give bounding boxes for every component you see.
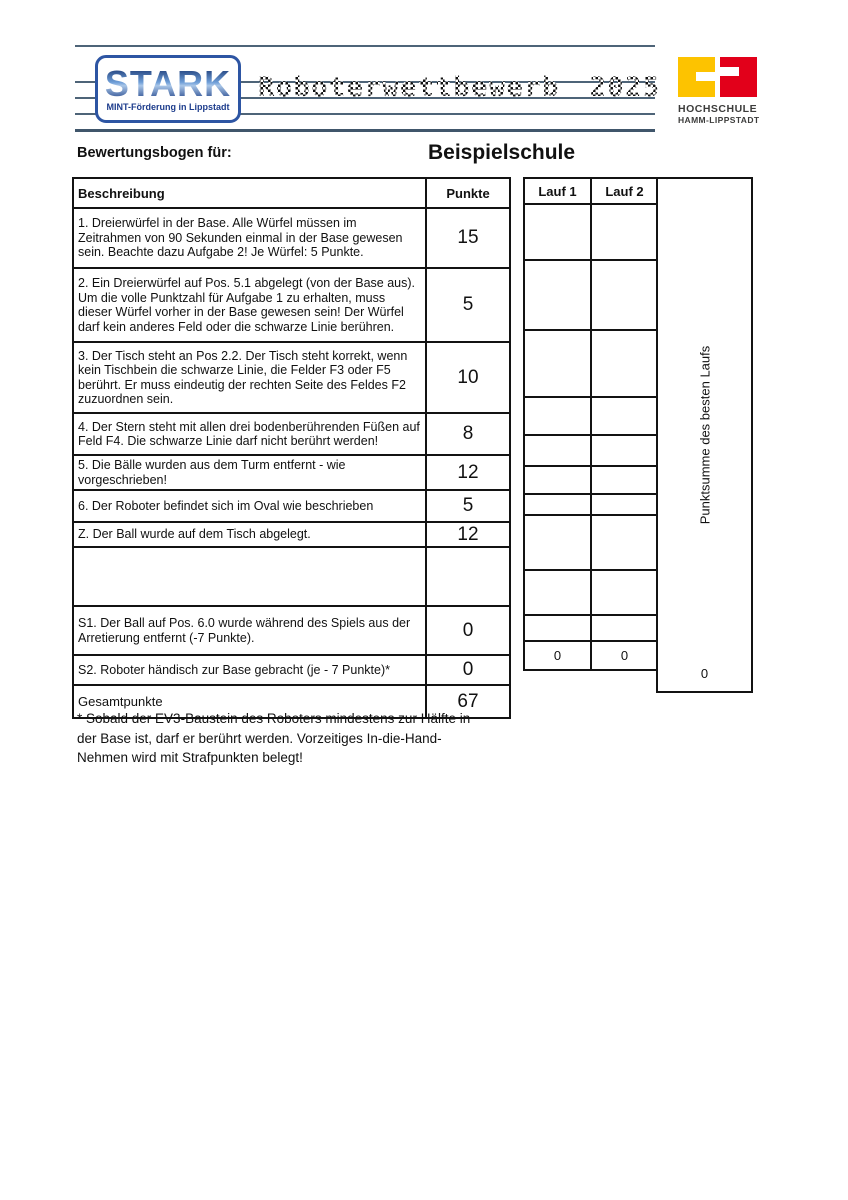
points-cell — [426, 547, 510, 606]
score-table — [72, 177, 511, 719]
run-cell — [524, 570, 591, 615]
description-column-header: Beschreibung — [73, 178, 426, 208]
banner-rule — [75, 45, 655, 47]
hshl-red-square — [720, 57, 757, 97]
description-cell: 2. Ein Dreierwürfel auf Pos. 5.1 abgelegt (von der Base aus). Um die volle Punktzahl für Aufgabe 1 zu erhalten, muss dieser Würfel vorher in der Base gewesen sein! Der Würfel darf kein anderes Feld oder die schwarze Linie berühren. — [73, 268, 426, 342]
description-cell: S1. Der Ball auf Pos. 6.0 wurde während des Spiels aus der Arretierung entfernt (-7 Punkte). — [73, 606, 426, 655]
runs-row — [524, 260, 658, 330]
runs-row — [524, 397, 658, 435]
run-cell — [591, 570, 658, 615]
hshl-name-line2: HAMM-LIPPSTADT — [678, 115, 760, 125]
stark-logo-subtitle: MINT-Förderung in Lippstadt — [106, 101, 230, 112]
run-cell — [591, 466, 658, 494]
runs-table-header-row — [524, 178, 658, 204]
banner-rule — [75, 129, 655, 132]
hshl-yellow-square — [678, 57, 715, 97]
school-name: Beispielschule — [428, 141, 576, 164]
run-cell — [524, 494, 591, 515]
run-cell — [591, 615, 658, 641]
run-cell — [591, 435, 658, 466]
score-table-header-row — [73, 178, 510, 208]
footnote-line: Nehmen wird mit Strafpunkten belegt! — [77, 750, 303, 765]
best-run-label: Punktsumme des besten Laufs — [697, 345, 712, 525]
run2-total-cell: 0 — [591, 641, 658, 670]
hshl-logo — [678, 57, 762, 125]
points-cell: 0 — [426, 606, 510, 655]
table-row — [73, 522, 510, 547]
run-cell — [591, 260, 658, 330]
stark-logo-text: STARK — [104, 62, 232, 104]
run-cell — [524, 515, 591, 570]
points-cell: 0 — [426, 655, 510, 685]
points-cell: 5 — [426, 268, 510, 342]
runs-row — [524, 204, 658, 260]
footnote-line: der Base ist, darf er berührt werden. Vorzeitiges In-die-Hand- — [77, 730, 442, 746]
description-cell: 6. Der Roboter befindet sich im Oval wie beschrieben — [73, 490, 426, 522]
runs-row — [524, 515, 658, 570]
table-row — [73, 413, 510, 455]
runs-table — [523, 177, 659, 671]
run-cell — [591, 397, 658, 435]
runs-total-row — [524, 641, 658, 670]
run-cell — [524, 615, 591, 641]
table-row — [73, 490, 510, 522]
runs-row — [524, 330, 658, 397]
runs-row — [524, 494, 658, 515]
description-cell: Z. Der Ball wurde auf dem Tisch abgelegt. — [73, 522, 426, 547]
total-label-cell: Gesamtpunkte — [73, 685, 426, 718]
runs-row — [524, 435, 658, 466]
run-cell — [524, 435, 591, 466]
description-cell: 3. Der Tisch steht an Pos 2.2. Der Tisch steht korrekt, wenn kein Tischbein die schwarze Linie, die Felder F3 oder F5 berührt. Er muss eindeutig der rechten Seite des Feldes F2 zuzuordnen sein. — [73, 342, 426, 413]
run-cell — [591, 515, 658, 570]
run-cell — [524, 397, 591, 435]
runs-row — [524, 615, 658, 641]
description-cell — [73, 547, 426, 606]
points-cell: 12 — [426, 522, 510, 547]
footnote — [77, 709, 470, 768]
stark-logo — [95, 55, 241, 123]
run1-total-cell: 0 — [524, 641, 591, 670]
description-cell: S2. Roboter händisch zur Base gebracht (je - 7 Punkte)* — [73, 655, 426, 685]
hshl-logo-mark — [678, 57, 762, 98]
hshl-name-line1: HOCHSCHULE — [678, 103, 758, 115]
points-cell: 8 — [426, 413, 510, 455]
run2-column-header: Lauf 2 — [591, 178, 658, 204]
best-run-column — [656, 177, 753, 693]
description-cell: 1. Dreierwürfel in der Base. Alle Würfel müssen im Zeitrahmen von 90 Sekunden einmal in der Base gewesen sein. Beachte dazu Aufgabe 2! Je Würfel: 5 Punkte. — [73, 208, 426, 268]
table-row — [73, 655, 510, 685]
table-row — [73, 268, 510, 342]
run-cell — [591, 204, 658, 260]
table-row — [73, 208, 510, 268]
run-cell — [524, 466, 591, 494]
run1-column-header: Lauf 1 — [524, 178, 591, 204]
points-column-header: Punkte — [426, 178, 510, 208]
table-row-empty — [73, 547, 510, 606]
run-cell — [524, 330, 591, 397]
points-cell: 12 — [426, 455, 510, 490]
description-cell: 5. Die Bälle wurden aus dem Turm entfernt - wie vorgeschrieben! — [73, 455, 426, 490]
run-cell — [591, 330, 658, 397]
competition-title: Roboterwettbewerb 2025 — [258, 72, 661, 103]
points-cell: 15 — [426, 208, 510, 268]
points-cell: 5 — [426, 490, 510, 522]
footnote-line: * Sobald der EV3-Baustein des Roboters mindestens zur Hälfte in — [77, 711, 471, 726]
runs-row — [524, 466, 658, 494]
table-row — [73, 606, 510, 655]
table-row — [73, 455, 510, 490]
description-cell: 4. Der Stern steht mit allen drei bodenberührenden Füßen auf Feld F4. Die schwarze Linie darf nicht berührt werden! — [73, 413, 426, 455]
run-cell — [524, 260, 591, 330]
table-row — [73, 342, 510, 413]
runs-row — [524, 570, 658, 615]
run-cell — [524, 204, 591, 260]
points-cell: 10 — [426, 342, 510, 413]
total-points-cell: 67 — [426, 685, 510, 718]
best-run-total: 0 — [700, 666, 709, 681]
run-cell — [591, 494, 658, 515]
form-label: Bewertungsbogen für: — [77, 145, 232, 161]
